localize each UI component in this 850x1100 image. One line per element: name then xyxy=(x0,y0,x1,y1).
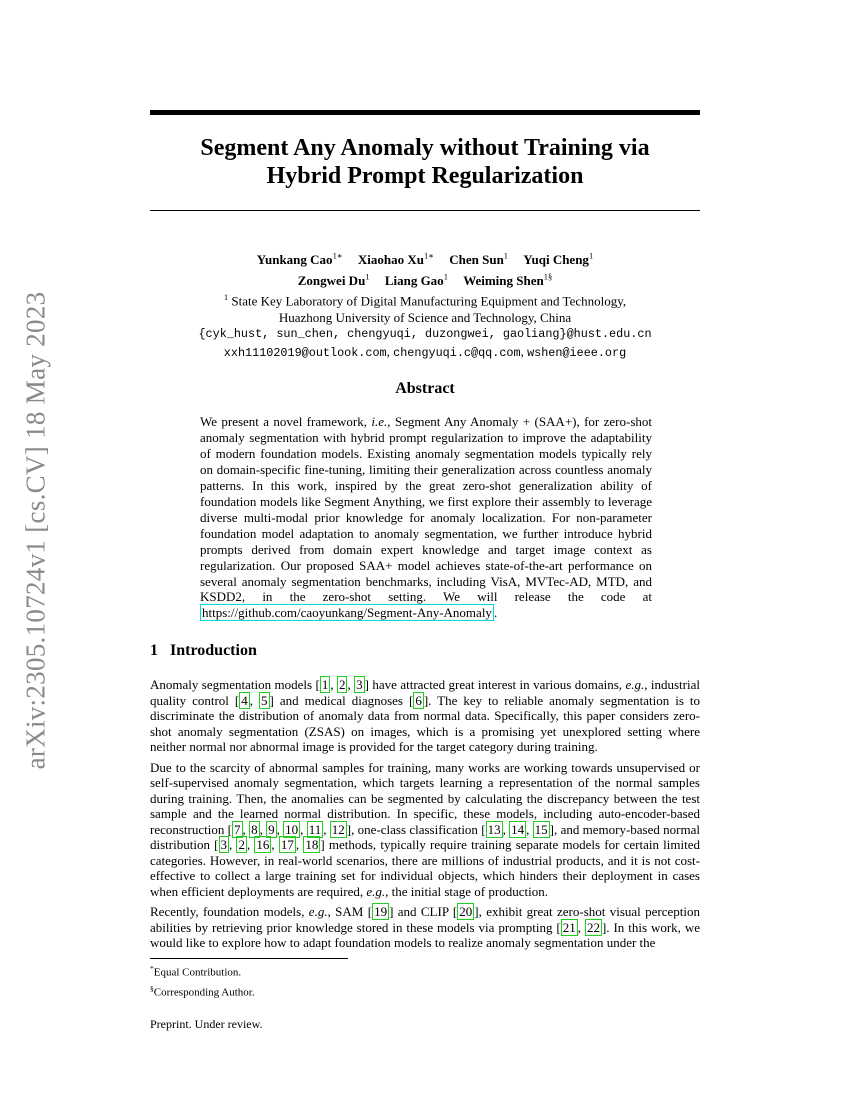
author-row-2 xyxy=(150,268,700,288)
citation-link[interactable]: 17 xyxy=(280,837,294,852)
citation-link[interactable]: 20 xyxy=(459,904,473,919)
citation-link[interactable]: 22 xyxy=(586,919,600,935)
citation-link[interactable]: 4 xyxy=(241,692,248,708)
footnote-corresponding-author: §Corresponding Author. xyxy=(150,983,255,999)
paper-title xyxy=(150,134,700,190)
author-name: Yunkang Cao$^{1∗}$ xyxy=(256,251,343,268)
arxiv-identifier-stamp xyxy=(18,285,54,775)
intro-paragraph-2: Due to the scarcity of abnormal samples for training, many works are working towards unsupervised or self-supervised anomaly segmentation, which targets learning a representation of the normal samples during training. Then, the anomalies can be segmented by calculating the discrepancy between the test sample and the learned normal distribution. In specific, these models, including auto-encoder-based reconstruction [ 7 , 8 , 9 , 10 , 11 , 12 ], one-class classification [ 13 , 14 , 15 ], and memory-based normal distribution [ 3 , 2 , 16 , 17 , 18 ] methods, typically require training separate models for certain limited categories. However, in real-world scenarios, there are millions of industrial products, and it is not cost-effective to collect a large training set for individual objects, which hinders their deployment in cases when efficient deployments are required, e.g., the initial stage of production. xyxy=(150,759,700,899)
abstract-text: We present a novel framework, i.e., Segment Any Anomaly + (SAA+), for zero-shot anomaly segmentation with hybrid prompt regularization to improve the adaptability of modern foundation models. Existing anomaly segmentation models typically rely on domain-specific fine-tuning, limiting their generalization across countless anomaly patterns. In this work, inspired by the great zero-shot generalization ability of foundation models like Segment Anything, we first explore their assembly to leverage diverse multi-modal prior knowledge for anomaly localization. For non-parameter foundation model adaptation to anomaly segmentation, we further introduce hybrid prompts derived from domain expert knowledge and target image context as regularization. Our proposed SAA+ model achieves state-of-the-art performance on several anomaly segmentation benchmarks, including VisA, MVTec-AD, MTD, and KSDD2, in the zero-shot setting. We will release the code at https://github.com/caoyunkang/Segment-Any-Anomaly . xyxy=(200,414,653,621)
author-name: Liang Gao$^1$ xyxy=(384,271,448,288)
citation-link[interactable]: 18 xyxy=(305,837,319,852)
intro-paragraph-3: Recently, foundation models, e.g., SAM [ 19 ] and CLIP [ 20 ], exhibit great zero-shot visual perception abilities by retrieving prior knowledge stored in these models via prompting [ 21 , 22 ]. In this work, we would like to explore how to adapt foundation models to realize anomaly segmentation under the xyxy=(150,904,700,950)
affiliation-line-2: Huazhong University of Science and Technology, China xyxy=(278,309,572,325)
citation-link[interactable]: 16 xyxy=(256,837,270,852)
footnote-equal-contribution: *Equal Contribution. xyxy=(150,964,242,979)
citation-link[interactable]: 7 xyxy=(234,821,241,837)
email-line-1: {cyk_hust, sun_chen, chengyuqi, duzongwei, gaoliang}@hust.edu.cn xyxy=(198,326,652,341)
introduction-body xyxy=(150,677,700,956)
citation-link[interactable]: 8 xyxy=(251,821,258,837)
email[interactable]: wshen@ieee.org xyxy=(527,345,627,360)
title-line-2: Hybrid Prompt Regularization xyxy=(266,163,584,189)
citation-link[interactable]: 3 xyxy=(356,677,363,692)
footnote-rule xyxy=(150,958,348,959)
citation-link[interactable]: 11 xyxy=(308,821,322,837)
author-name: Yuqi Cheng$^1$ xyxy=(523,251,594,268)
arxiv-identifier-text: arXiv:2305.10724v1 [cs.CV] 18 May 2023 xyxy=(20,291,51,769)
footnotes xyxy=(150,961,255,1000)
citation-link[interactable]: 21 xyxy=(562,919,576,935)
title-line-1: Segment Any Anomaly without Training via xyxy=(200,135,650,161)
citation-link[interactable]: 2 xyxy=(238,837,245,852)
preprint-footer: Preprint. Under review. xyxy=(150,1017,263,1031)
citation-link[interactable]: 15 xyxy=(534,821,548,837)
email[interactable]: xxh11102019@outlook.com xyxy=(223,345,387,360)
citation-link[interactable]: 12 xyxy=(331,821,345,837)
author-name: Chen Sun$^1$ xyxy=(449,251,509,268)
email-line-2: xxh11102019@outlook.com, chengyuqi.c@qq.com, wshen@ieee.org xyxy=(223,343,627,360)
citation-link[interactable]: 6 xyxy=(415,692,422,708)
author-name: Weiming Shen$^{1\S}$ xyxy=(463,271,553,288)
section-heading-introduction: 1 Introduction xyxy=(150,642,257,659)
citation-link[interactable]: 19 xyxy=(374,904,388,919)
author-block xyxy=(150,248,700,362)
email[interactable]: chengyuqi.c@qq.com xyxy=(393,345,521,360)
intro-paragraph-1: Anomaly segmentation models [ 1 , 2 , 3 ] have attracted great interest in various domains, e.g., industrial quality control [ 4 , 5 ] and medical diagnoses [ 6 ]. The key to reliable anomaly segmentation is to discriminate the distribution of anomaly data from normal data. Specifically, this paper considers zero-shot anomaly segmentation (ZSAS) on images, which is a promising yet unexplored setting where neither normal nor abnormal image is provided for the target category during training. xyxy=(150,677,701,754)
affiliation-line-1: $^1$ State Key Laboratory of Digital Manufacturing Equipment and Technology, xyxy=(223,291,627,308)
code-repository-link[interactable]: https://github.com/caoyunkang/Segment-Any-Anomaly xyxy=(202,605,492,621)
title-top-rule xyxy=(150,110,700,115)
citation-link[interactable]: 5 xyxy=(261,692,268,708)
author-name: Zongwei Du$^1$ xyxy=(297,271,370,288)
citation-link[interactable]: 14 xyxy=(511,821,525,837)
citation-link[interactable]: 3 xyxy=(220,837,227,852)
title-bottom-rule xyxy=(150,210,700,211)
citation-link[interactable]: 10 xyxy=(285,821,299,837)
citation-link[interactable]: 1 xyxy=(321,677,329,692)
abstract-heading: Abstract xyxy=(395,380,455,397)
citation-link[interactable]: 13 xyxy=(487,821,501,837)
author-row-1 xyxy=(150,248,700,268)
author-name: Xiaohao $Xu^{1∗}$ xyxy=(357,251,434,268)
citation-link[interactable]: 9 xyxy=(268,821,275,837)
citation-link[interactable]: 2 xyxy=(338,677,346,692)
